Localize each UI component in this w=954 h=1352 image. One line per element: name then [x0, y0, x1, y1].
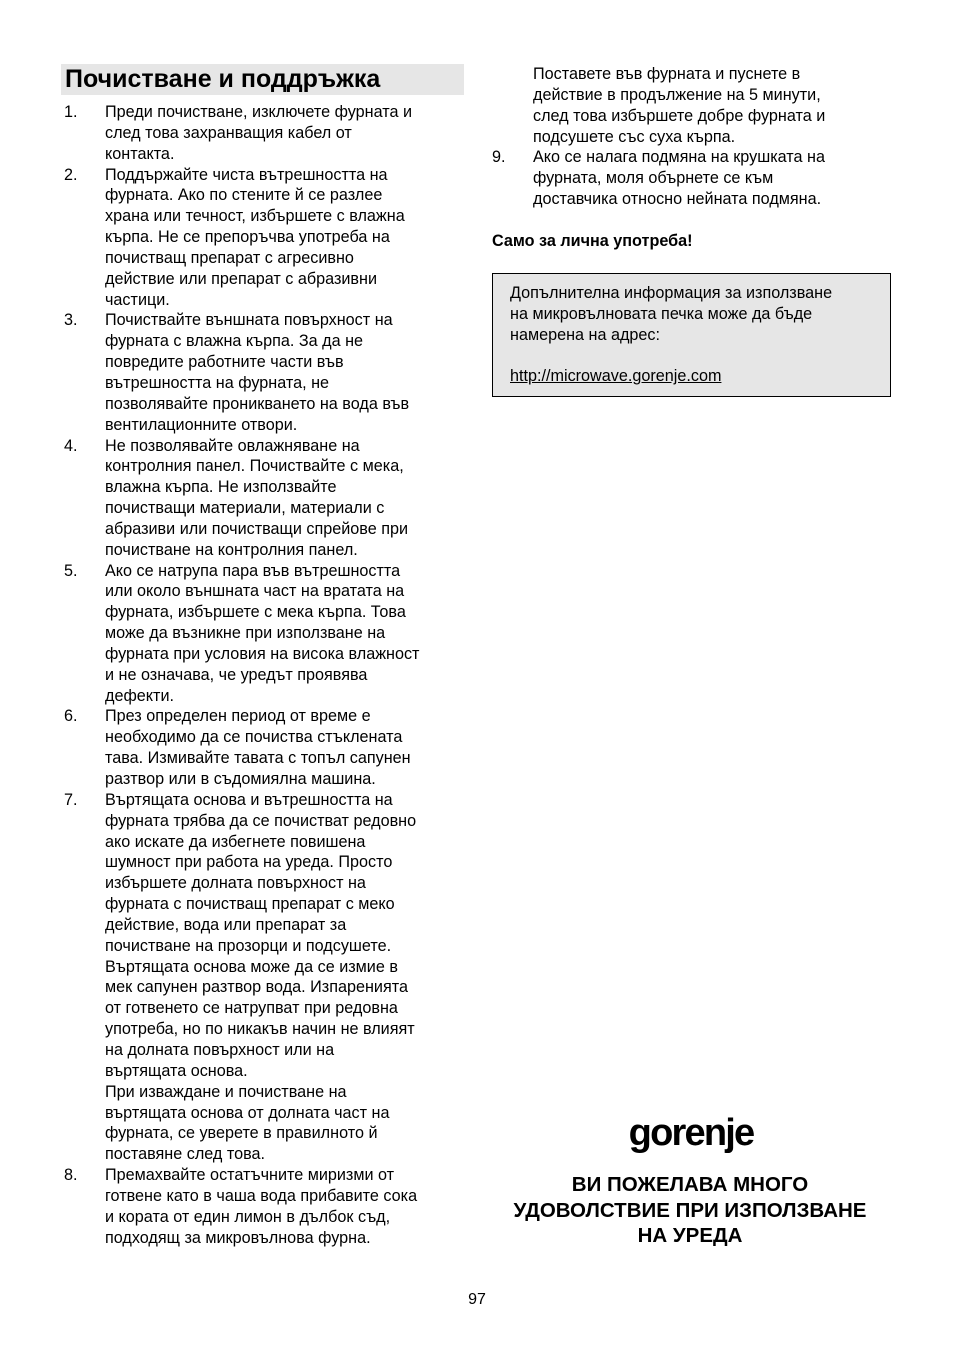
item-number: 3. — [64, 311, 78, 330]
item-number: 9. — [492, 148, 506, 166]
item-number: 4. — [64, 436, 78, 455]
page-number: 97 — [468, 1291, 486, 1308]
gorenje-logo: gorenje — [628, 1112, 754, 1154]
item-text: Преди почистване, изключете фурната и след това захранващия кабел от контакта. — [105, 103, 413, 163]
item-text: Почиствайте външната повърхност на фурната с влажна кърпа. За да не повредите работните части във вътрешността на фурната, не позволявайте проникването на вода във вентилационните отвори. — [105, 311, 410, 434]
item-number: 2. — [64, 165, 78, 184]
list-item — [64, 310, 462, 435]
item-text: Ако се налага подмяна на крушката на фурната, моля обърнете се към доставчика относно нейната подмяна. — [533, 148, 825, 208]
list-item — [64, 790, 462, 1165]
item-text: Поддържайте чиста вътрешността на фурната. Ако по стените й се разлее храна или течност, избършете с влажна кърпа. Не се препоръчва употреба на почистващ препарат с агресивно действие или препарат с абразивни частици. — [105, 165, 405, 309]
list-item — [64, 102, 462, 165]
item-text: Премахвайте остатъчните миризми от готвене като в чаша вода прибавите сока и кората от един лимон в дълбок съд, подходящ за микровълнова фурна. — [105, 1166, 418, 1247]
info-box-text: Допълнителна информация за използване на микровълновата печка може да бъде намерена на адрес: — [510, 284, 833, 344]
item-8-continuation: Поставете във фурната и пуснете в действие в продължение на 5 минути, след това избършете добре фурната и подсушете със суха кърпа. — [533, 65, 826, 146]
closing-slogan: ВИ ПОЖЕЛАВА МНОГО УДОВОЛСТВИЕ ПРИ ИЗПОЛЗВАНЕ НА УРЕДА — [513, 1173, 867, 1247]
list-item — [64, 436, 462, 561]
website-link[interactable]: http://microwave.gorenje.com — [510, 367, 722, 386]
info-box — [492, 273, 891, 397]
cleaning-instructions-list — [64, 102, 462, 1248]
item-number: 1. — [64, 103, 78, 121]
item-text: През определен период от време е необходимо да се почиства стъклената тава. Измивайте тавата с топъл сапунен разтвор или в съдомиялна машина. — [105, 707, 411, 788]
item-number: 5. — [64, 561, 78, 580]
item-number: 6. — [64, 707, 78, 726]
list-item — [64, 165, 462, 311]
cleaning-instructions-list-continued — [492, 147, 892, 210]
personal-use-note: Само за лична употреба! — [492, 232, 693, 250]
item-number: 8. — [64, 1166, 78, 1185]
item-number: 7. — [64, 790, 78, 809]
list-item — [64, 1165, 462, 1248]
item-text: Не позволявайте овлажняване на контролния панел. Почиствайте с мека, влажна кърпа. Не използвайте почистващи материали, материали с абразиви или почистващи спрейове при почистване на контролния панел. — [105, 436, 409, 559]
list-item — [64, 561, 462, 707]
item-text: Въртящата основа и вътрешността на фурната трябва да се почистват редовно ако искате да избегнете повишена шумност при работа на уреда. Просто избършете долната повърхност на фурната с почистващ препарат с меко действие, вода или препарат за почистване на прозорци и подсушете. Въртящата основа може да се измие в мек сапунен разтвор вода. Изпаренията от готвенето се натрупват при редовна употреба, но по никакъв начин не влияят на долната повърхност или на въртящата основа. При изваждане и почистване на въртящата основа от долната част на фурната, се уверете в правилното й поставяне след това. — [105, 790, 417, 1164]
list-item — [492, 147, 892, 210]
list-item — [64, 706, 462, 789]
item-text: Ако се натрупа пара във вътрешността или около външната част на вратата на фурната, избършете с мека кърпа. Това може да възникне при използване на фурната при условия на висока влажност и не означава, че уредът проявява дефекти. — [105, 561, 420, 705]
section-heading: Почистване и поддръжка — [61, 64, 464, 95]
